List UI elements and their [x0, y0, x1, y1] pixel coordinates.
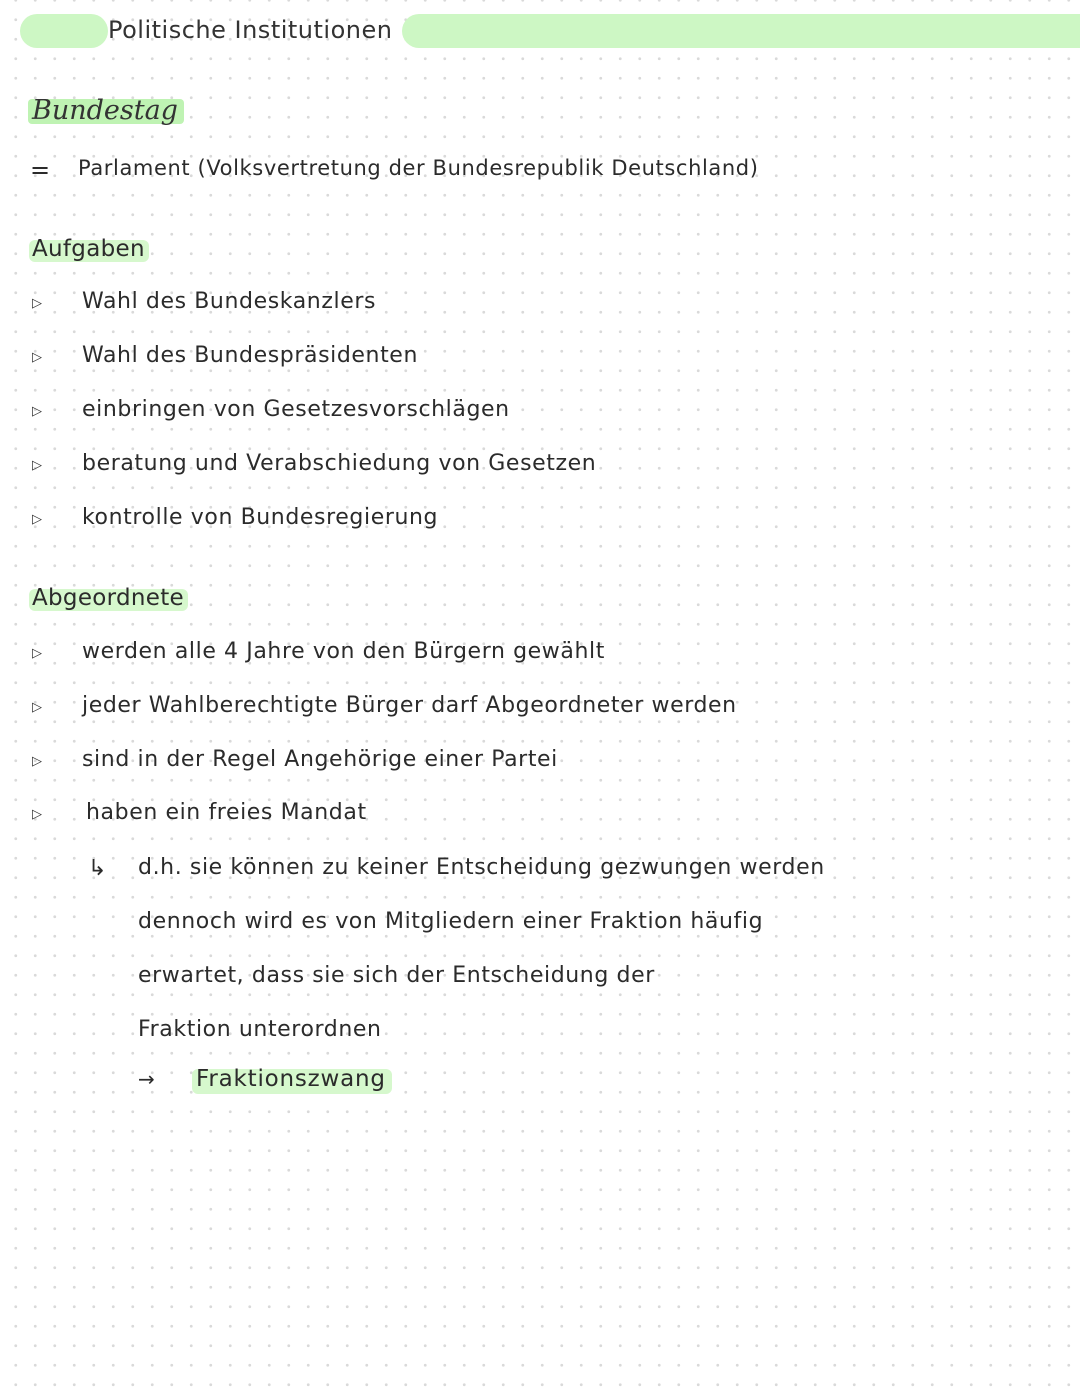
abgeordnete-item: haben ein freies Mandat [86, 800, 367, 825]
bullet-icon: ▷ [32, 512, 42, 527]
aufgaben-item: Wahl des Bundeskanzlers [82, 289, 377, 314]
bullet-icon: ▷ [32, 700, 42, 715]
result-term: Fraktionszwang [196, 1066, 386, 1092]
abgeordnete-heading: Abgeordnete [32, 585, 185, 611]
explanation-line: d.h. sie können zu keiner Entscheidung gezwungen werden [138, 855, 825, 880]
abgeordnete-item: werden alle 4 Jahre von den Bürgern gewählt [82, 639, 605, 664]
bullet-icon: ▷ [32, 754, 42, 769]
abgeordnete-item: jeder Wahlberechtigte Bürger darf Abgeordneter werden [82, 693, 737, 718]
bundestag-definition: Parlament (Volksvertretung der Bundesrepublik Deutschland) [78, 156, 759, 180]
page-title: Politische Institutionen [108, 16, 393, 44]
equals-sign: = [30, 156, 51, 184]
bullet-icon: ▷ [32, 350, 42, 365]
aufgaben-item: Wahl des Bundespräsidenten [82, 343, 418, 368]
aufgaben-item: einbringen von Gesetzesvorschlägen [82, 397, 510, 422]
header-highlight-left [20, 14, 108, 48]
result-arrow-icon: → [138, 1067, 155, 1091]
aufgaben-item: beratung und Verabschiedung von Gesetzen [82, 451, 597, 476]
sub-arrow-icon: ↳ [88, 856, 107, 881]
bullet-icon: ▷ [32, 646, 42, 661]
bullet-icon: ▷ [32, 404, 42, 419]
bullet-icon: ▷ [32, 458, 42, 473]
aufgaben-heading: Aufgaben [32, 236, 145, 262]
explanation-line: erwartet, dass sie sich der Entscheidung der [138, 963, 655, 988]
bundestag-title: Bundestag [32, 95, 178, 126]
explanation-line: Fraktion unterordnen [138, 1017, 382, 1042]
header-highlight-right [402, 14, 1080, 48]
bullet-icon: ▷ [32, 807, 42, 822]
abgeordnete-item: sind in der Regel Angehörige einer Partei [82, 747, 558, 772]
explanation-line: dennoch wird es von Mitgliedern einer Fraktion häufig [138, 909, 764, 934]
bullet-icon: ▷ [32, 296, 42, 311]
aufgaben-item: kontrolle von Bundesregierung [82, 505, 439, 530]
